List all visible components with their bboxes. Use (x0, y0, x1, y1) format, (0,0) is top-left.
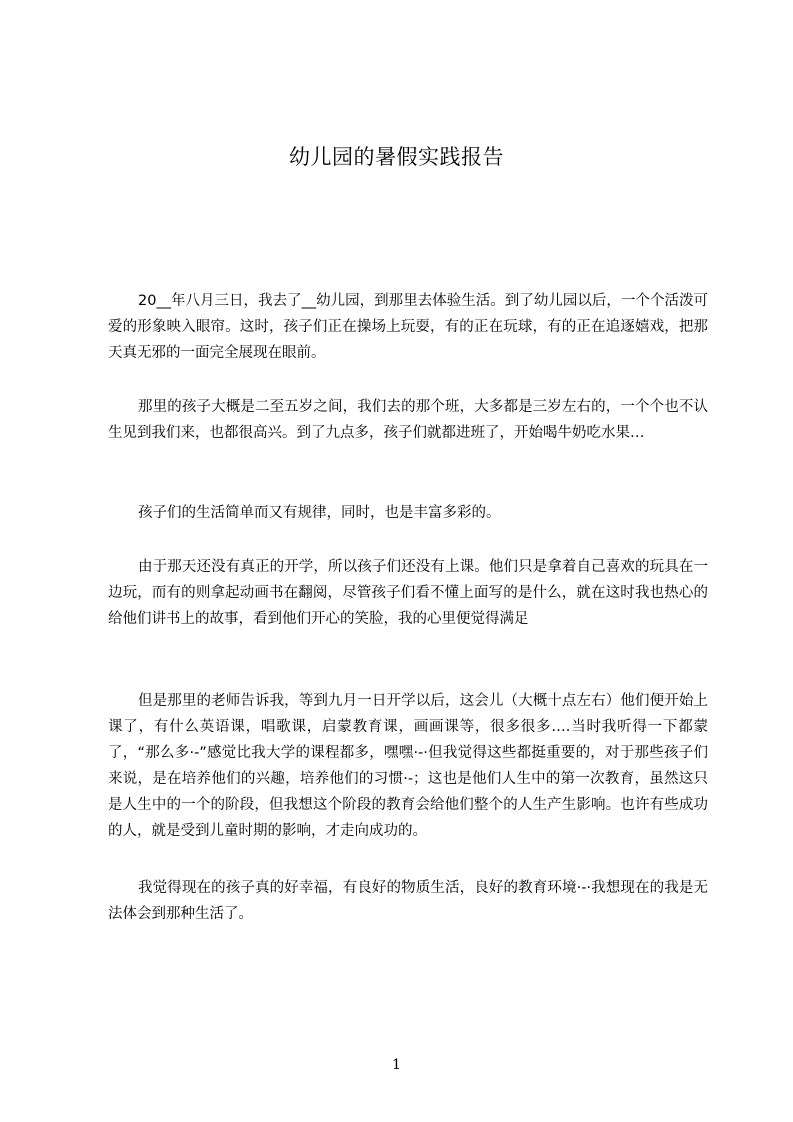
paragraph-5: 但是那里的老师告诉我，等到九月一日开学以后，这会儿（大概十点左右）他们便开始上课了，有什么英语课，唱歌课，启蒙教育课，画画课等，很多很多….当时我听得一下都蒙了，“那么多·-”感觉比我大学的课程都多，嘿嘿·-·但我觉得这些都挺重要的，对于那些孩子们来说，是在培养他们的兴趣，培养他们的习惯·-；这也是他们人生中的第一次教育，虽然这只是人生中的一个的阶段，但我想这个阶段的教育会给他们整个的人生产生影响。也许有些成功的人，就是受到儿童时期的影响，才走向成功的。 (108, 693, 708, 839)
page-number: 1 (392, 1057, 401, 1073)
paragraph-1: 20__年八月三日，我去了__幼儿园，到那里去体验生活。到了幼儿园以后，一个个活泼可爱的形象映入眼帘。这时，孩子们正在操场上玩耍，有的正在玩球，有的正在追逐嬉戏，把那天真无邪的一面完全展现在眼前。 (108, 293, 708, 361)
paragraph-3: 孩子们的生活简单而又有规律，同时，也是丰富多彩的。 (138, 505, 501, 521)
paragraph-6: 我觉得现在的孩子真的好幸福，有良好的物质生活，良好的教育环境·-·我想现在的我是无法体会到那种生活了。 (108, 880, 708, 922)
paragraph-4: 由于那天还没有真正的开学，所以孩子们还没有上课。他们只是拿着自己喜欢的玩具在一边玩，而有的则拿起动画书在翻阅，尽管孩子们看不懂上面写的是什么，就在这时我也热心的给他们讲书上的故事，看到他们开心的笑脸，我的心里便觉得满足 (108, 559, 708, 627)
document-title: 幼儿园的暑假实践报告 (289, 145, 504, 169)
paragraph-2: 那里的孩子大概是二至五岁之间，我们去的那个班，大多都是三岁左右的，一个个也不认生见到我们来，也都很高兴。到了九点多，孩子们就都进班了，开始喝牛奶吃水果… (108, 399, 708, 441)
